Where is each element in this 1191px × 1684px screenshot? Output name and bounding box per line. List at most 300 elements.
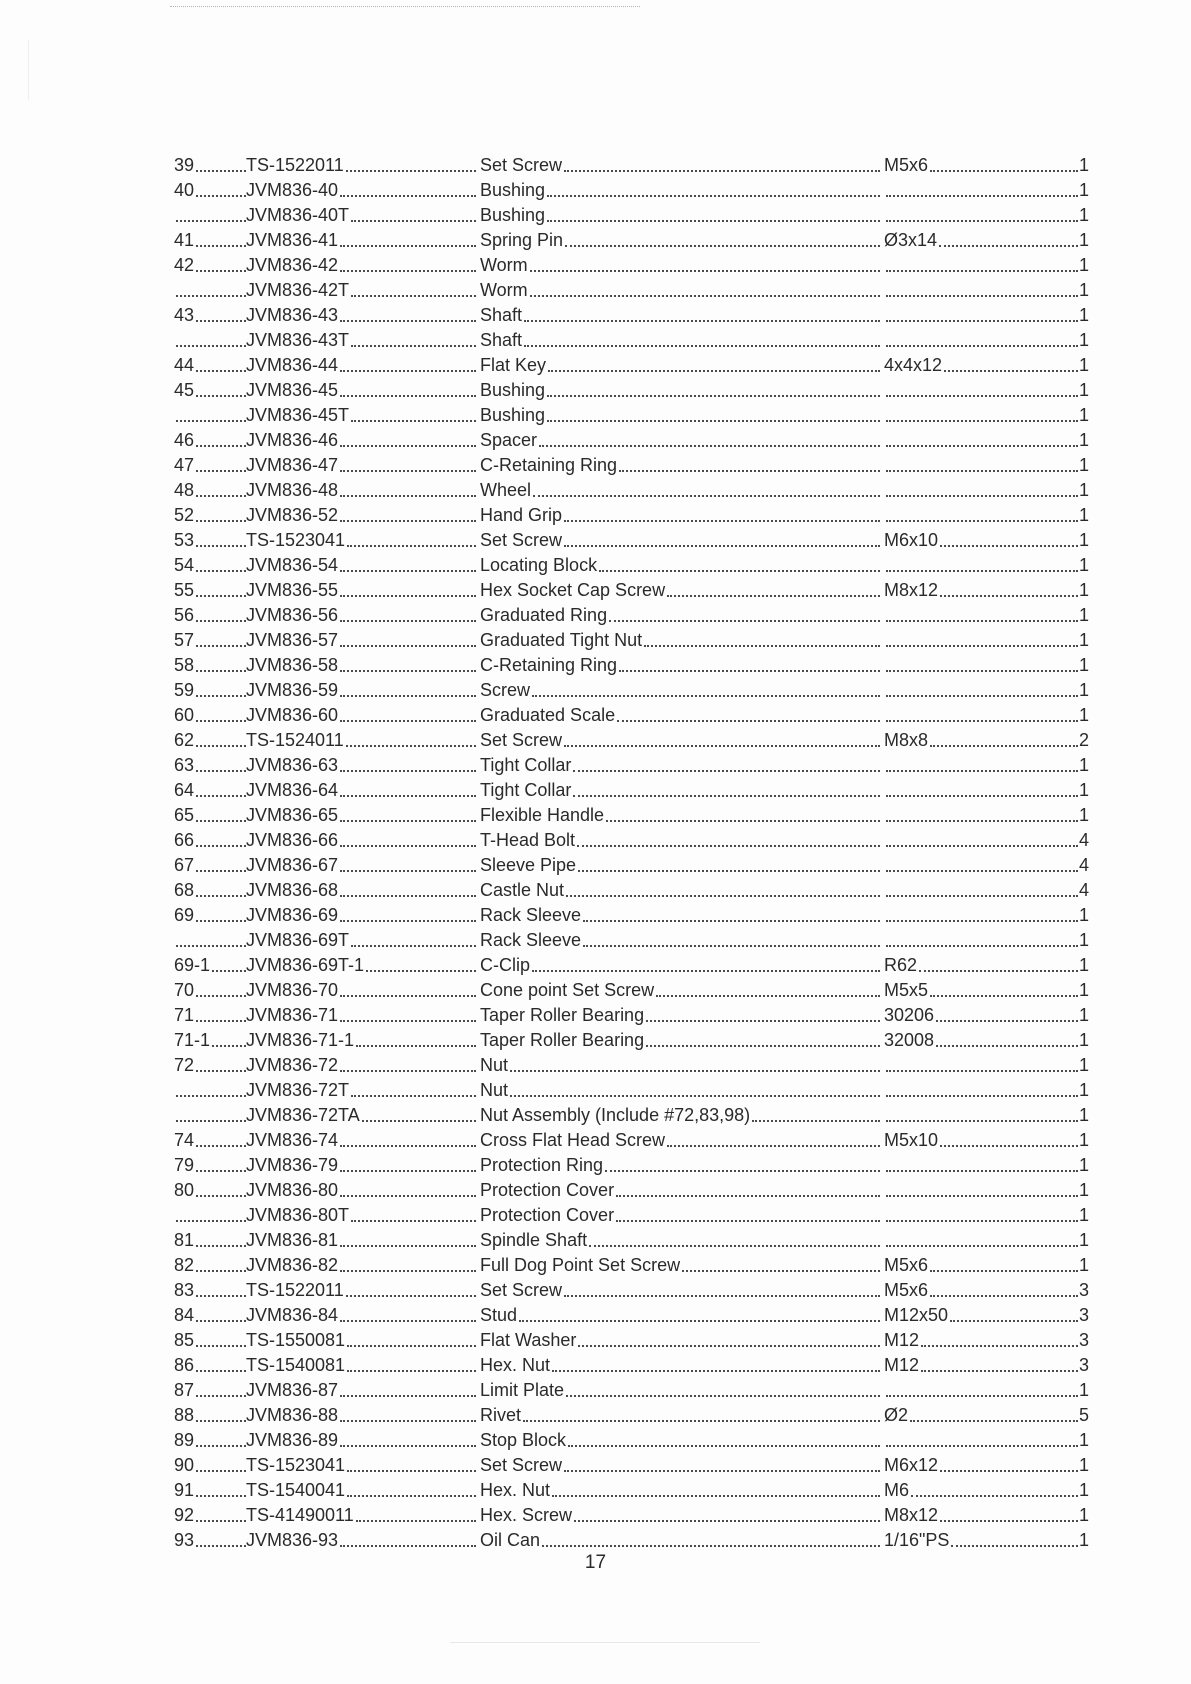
ref-number-text: 39 (174, 155, 195, 175)
part-size-text: M5x5 (884, 980, 929, 1000)
part-size (884, 1378, 1078, 1403)
ref-number (174, 1078, 246, 1103)
part-description (480, 528, 880, 553)
part-quantity (1078, 1353, 1090, 1378)
ref-number-text: 47 (174, 455, 195, 475)
part-description-text: Wheel (480, 480, 532, 500)
dot-leader (583, 920, 880, 922)
part-size (884, 1503, 1078, 1528)
part-row (174, 328, 1089, 353)
part-number (246, 403, 476, 428)
dot-leader (886, 520, 1078, 522)
part-number (246, 328, 476, 353)
part-number (246, 853, 476, 878)
dot-leader (196, 1520, 246, 1522)
part-quantity-text: 1 (1078, 955, 1089, 975)
part-description (480, 953, 880, 978)
dot-leader (176, 1220, 246, 1222)
part-number-text: JVM836-69 (246, 905, 339, 925)
part-number (246, 1528, 476, 1553)
part-row (174, 953, 1089, 978)
ref-number-text: 84 (174, 1305, 195, 1325)
part-number-text: JVM836-52 (246, 505, 339, 525)
dot-leader (523, 1420, 880, 1422)
dot-leader (340, 595, 476, 597)
ref-number (174, 303, 246, 328)
part-size (884, 478, 1078, 503)
part-description (480, 278, 880, 303)
dot-leader (605, 1170, 880, 1172)
ref-number-text: 45 (174, 380, 195, 400)
part-row (174, 928, 1089, 953)
part-size (884, 728, 1078, 753)
dot-leader (519, 1320, 880, 1322)
dot-leader (196, 1170, 246, 1172)
part-row (174, 1303, 1089, 1328)
ref-number (174, 1378, 246, 1403)
part-row (174, 453, 1089, 478)
dot-leader (533, 495, 880, 497)
dot-leader (886, 195, 1078, 197)
part-description-text: Stud (480, 1305, 518, 1325)
part-size (884, 178, 1078, 203)
part-number-text: JVM836-41 (246, 230, 339, 250)
dot-leader (547, 220, 880, 222)
part-row (174, 878, 1089, 903)
part-quantity-text: 1 (1078, 355, 1089, 375)
dot-leader (547, 195, 880, 197)
part-row (174, 1353, 1089, 1378)
part-row (174, 603, 1089, 628)
dot-leader (565, 245, 880, 247)
dot-leader (340, 445, 476, 447)
part-size (884, 203, 1078, 228)
ref-number (174, 1328, 246, 1353)
dot-leader (340, 995, 476, 997)
part-number (246, 1353, 476, 1378)
dot-leader (609, 620, 880, 622)
dot-leader (340, 1245, 476, 1247)
dot-leader (196, 1345, 246, 1347)
ref-number (174, 1103, 246, 1128)
ref-number-text: 59 (174, 680, 195, 700)
dot-leader (532, 695, 880, 697)
dot-leader (196, 1370, 246, 1372)
part-quantity-text: 1 (1078, 630, 1089, 650)
part-number (246, 428, 476, 453)
dot-leader (667, 1145, 880, 1147)
ref-number (174, 728, 246, 753)
dot-leader (644, 645, 880, 647)
part-description (480, 653, 880, 678)
dot-leader (682, 1270, 880, 1272)
dot-leader (944, 370, 1078, 372)
part-description (480, 1078, 880, 1103)
part-description (480, 1453, 880, 1478)
part-description-text: Set Screw (480, 1455, 563, 1475)
ref-number-text: 46 (174, 430, 195, 450)
part-quantity (1078, 528, 1090, 553)
dot-leader (340, 520, 476, 522)
dot-leader (564, 1295, 880, 1297)
part-description-text: Set Screw (480, 730, 563, 750)
part-size (884, 1128, 1078, 1153)
part-description (480, 378, 880, 403)
part-quantity-text: 4 (1078, 830, 1089, 850)
dot-leader (646, 1045, 880, 1047)
part-row (174, 253, 1089, 278)
part-quantity (1078, 1453, 1090, 1478)
dot-leader (886, 1170, 1078, 1172)
part-quantity (1078, 553, 1090, 578)
part-row (174, 1478, 1089, 1503)
part-number (246, 903, 476, 928)
dot-leader (547, 420, 880, 422)
dot-leader (196, 620, 246, 622)
dot-leader (940, 1470, 1078, 1472)
dot-leader (366, 970, 476, 972)
dot-leader (667, 595, 880, 597)
dot-leader (346, 170, 476, 172)
dot-leader (340, 1270, 476, 1272)
part-number-text: JVM836-81 (246, 1230, 339, 1250)
part-quantity (1078, 1128, 1090, 1153)
part-size-text: 30206 (884, 1005, 935, 1025)
part-size (884, 1403, 1078, 1428)
dot-leader (886, 1070, 1078, 1072)
dot-leader (196, 570, 246, 572)
part-row (174, 1128, 1089, 1153)
ref-number (174, 528, 246, 553)
dot-leader (936, 1020, 1078, 1022)
part-description (480, 553, 880, 578)
part-number (246, 1153, 476, 1178)
part-description (480, 1253, 880, 1278)
ref-number-text: 63 (174, 755, 195, 775)
part-description (480, 578, 880, 603)
dot-leader (196, 770, 246, 772)
dot-leader (351, 1095, 476, 1097)
part-number (246, 978, 476, 1003)
part-row (174, 1153, 1089, 1178)
ref-number-text: 57 (174, 630, 195, 650)
part-quantity (1078, 628, 1090, 653)
ref-number (174, 328, 246, 353)
part-size (884, 528, 1078, 553)
part-quantity (1078, 778, 1090, 803)
dot-leader (347, 1370, 476, 1372)
dot-leader (616, 1195, 880, 1197)
part-number-text: JVM836-48 (246, 480, 339, 500)
dot-leader (530, 295, 880, 297)
dot-leader (196, 745, 246, 747)
part-number-text: TS-1540081 (246, 1355, 346, 1375)
dot-leader (646, 1020, 880, 1022)
part-number-text: JVM836-43T (246, 330, 350, 350)
part-row (174, 203, 1089, 228)
dot-leader (340, 795, 476, 797)
part-quantity (1078, 478, 1090, 503)
part-size (884, 578, 1078, 603)
part-quantity-text: 1 (1078, 1155, 1089, 1175)
part-description (480, 928, 880, 953)
dot-leader (566, 895, 880, 897)
part-description-text: Stop Block (480, 1430, 567, 1450)
part-description-text: Oil Can (480, 1530, 541, 1550)
dot-leader (568, 1445, 880, 1447)
ref-number-text: 82 (174, 1255, 195, 1275)
part-row (174, 353, 1089, 378)
dot-leader (196, 920, 246, 922)
part-quantity-text: 1 (1078, 1430, 1089, 1450)
dot-leader (656, 995, 880, 997)
ref-number (174, 703, 246, 728)
part-number (246, 778, 476, 803)
ref-number-text: 58 (174, 655, 195, 675)
part-size (884, 853, 1078, 878)
dot-leader (936, 1045, 1078, 1047)
part-description (480, 803, 880, 828)
part-quantity-text: 1 (1078, 230, 1089, 250)
ref-number (174, 1278, 246, 1303)
part-quantity-text: 1 (1078, 480, 1089, 500)
part-number (246, 628, 476, 653)
part-number-text: JVM836-45 (246, 380, 339, 400)
part-size-text: 32008 (884, 1030, 935, 1050)
part-size (884, 428, 1078, 453)
part-description (480, 403, 880, 428)
part-size (884, 303, 1078, 328)
part-number (246, 303, 476, 328)
ref-number (174, 353, 246, 378)
part-description-text: Protection Cover (480, 1180, 615, 1200)
dot-leader (886, 1395, 1078, 1397)
part-size (884, 753, 1078, 778)
dot-leader (340, 495, 476, 497)
ref-number (174, 1203, 246, 1228)
dot-leader (886, 345, 1078, 347)
part-number-text: JVM836-87 (246, 1380, 339, 1400)
part-quantity-text: 1 (1078, 1105, 1089, 1125)
ref-number (174, 178, 246, 203)
dot-leader (921, 1345, 1078, 1347)
part-row (174, 1178, 1089, 1203)
part-description (480, 853, 880, 878)
dot-leader (886, 320, 1078, 322)
dot-leader (196, 245, 246, 247)
dot-leader (930, 1295, 1078, 1297)
part-description (480, 478, 880, 503)
part-description-text: Graduated Ring (480, 605, 608, 625)
part-quantity (1078, 1478, 1090, 1503)
part-number (246, 653, 476, 678)
part-description-text: C-Retaining Ring (480, 455, 618, 475)
ref-number-text: 72 (174, 1055, 195, 1075)
part-size-text: M6x12 (884, 1455, 939, 1475)
part-quantity-text: 1 (1078, 555, 1089, 575)
part-row (174, 428, 1089, 453)
part-number (246, 728, 476, 753)
part-quantity-text: 1 (1078, 330, 1089, 350)
part-quantity-text: 2 (1078, 730, 1089, 750)
dot-leader (619, 670, 880, 672)
part-description (480, 153, 880, 178)
ref-number-text: 69 (174, 905, 195, 925)
part-number-text: JVM836-68 (246, 880, 339, 900)
ref-number (174, 1153, 246, 1178)
part-number (246, 1328, 476, 1353)
dot-leader (564, 170, 880, 172)
ref-number-text: 88 (174, 1405, 195, 1425)
dot-leader (921, 1370, 1078, 1372)
dot-leader (564, 1470, 880, 1472)
part-description (480, 203, 880, 228)
part-number (246, 528, 476, 553)
dot-leader (340, 670, 476, 672)
part-quantity (1078, 178, 1090, 203)
part-quantity (1078, 253, 1090, 278)
dot-leader (340, 720, 476, 722)
part-number-text: JVM836-66 (246, 830, 339, 850)
ref-number (174, 1053, 246, 1078)
dot-leader (356, 1045, 476, 1047)
part-size (884, 653, 1078, 678)
part-number-text: JVM836-57 (246, 630, 339, 650)
part-description-text: Hex Socket Cap Screw (480, 580, 666, 600)
ref-number (174, 253, 246, 278)
part-description-text: Bushing (480, 405, 546, 425)
dot-leader (542, 1545, 880, 1547)
dot-leader (919, 970, 1078, 972)
part-description-text: Set Screw (480, 530, 563, 550)
ref-number (174, 753, 246, 778)
dot-leader (196, 1020, 246, 1022)
dot-leader (196, 670, 246, 672)
dot-leader (940, 1145, 1078, 1147)
part-quantity (1078, 353, 1090, 378)
dot-leader (196, 170, 246, 172)
part-row (174, 828, 1089, 853)
dot-leader (196, 370, 246, 372)
part-size-text: M8x8 (884, 730, 929, 750)
part-size (884, 1353, 1078, 1378)
part-row (174, 1428, 1089, 1453)
part-row (174, 978, 1089, 1003)
part-quantity-text: 1 (1078, 1130, 1089, 1150)
part-row (174, 678, 1089, 703)
dot-leader (340, 820, 476, 822)
dot-leader (886, 570, 1078, 572)
dot-leader (196, 1445, 246, 1447)
part-description-text: Spindle Shaft (480, 1230, 588, 1250)
part-description-text: Tight Collar (480, 780, 572, 800)
part-description-text: Cross Flat Head Screw (480, 1130, 666, 1150)
part-description (480, 1403, 880, 1428)
part-row (174, 1453, 1089, 1478)
dot-leader (510, 1070, 880, 1072)
part-description-text: Hex. Nut (480, 1480, 551, 1500)
part-quantity-text: 3 (1078, 1330, 1089, 1350)
ref-number-text: 53 (174, 530, 195, 550)
ref-number-text: 93 (174, 1530, 195, 1550)
part-description-text: Graduated Scale (480, 705, 616, 725)
part-number-text: JVM836-67 (246, 855, 339, 875)
dot-leader (939, 245, 1078, 247)
part-row (174, 303, 1089, 328)
part-description-text: Worm (480, 280, 528, 300)
ref-number (174, 853, 246, 878)
part-row (174, 378, 1089, 403)
dot-leader (196, 545, 246, 547)
part-size-text: M6 (884, 1480, 910, 1500)
part-quantity (1078, 753, 1090, 778)
scan-artifact-top (170, 6, 640, 7)
dot-leader (886, 620, 1078, 622)
part-description (480, 1103, 880, 1128)
dot-leader (340, 920, 476, 922)
part-description (480, 1153, 880, 1178)
part-quantity (1078, 453, 1090, 478)
dot-leader (196, 995, 246, 997)
dot-leader (930, 995, 1078, 997)
part-size-text: Ø3x14 (884, 230, 938, 250)
part-description (480, 228, 880, 253)
part-size (884, 1153, 1078, 1178)
part-number (246, 1478, 476, 1503)
ref-number (174, 278, 246, 303)
part-size (884, 778, 1078, 803)
ref-number (174, 1028, 246, 1053)
part-number-text: JVM836-42 (246, 255, 339, 275)
part-number (246, 1203, 476, 1228)
part-quantity (1078, 278, 1090, 303)
part-size (884, 228, 1078, 253)
part-size-text: M12 (884, 1330, 920, 1350)
part-description (480, 328, 880, 353)
part-number-text: JVM836-44 (246, 355, 339, 375)
part-description (480, 1228, 880, 1253)
part-quantity (1078, 1003, 1090, 1028)
part-description (480, 753, 880, 778)
part-row (174, 503, 1089, 528)
part-number-text: JVM836-40 (246, 180, 339, 200)
part-description (480, 1128, 880, 1153)
part-size (884, 503, 1078, 528)
dot-leader (340, 1395, 476, 1397)
part-size-text: M8x12 (884, 580, 939, 600)
part-number (246, 1453, 476, 1478)
part-number (246, 453, 476, 478)
part-description-text: Taper Roller Bearing (480, 1005, 645, 1025)
ref-number-text: 56 (174, 605, 195, 625)
part-description (480, 1328, 880, 1353)
part-description (480, 453, 880, 478)
dot-leader (340, 895, 476, 897)
part-size (884, 1253, 1078, 1278)
part-size (884, 378, 1078, 403)
ref-number-text: 85 (174, 1330, 195, 1350)
part-description (480, 778, 880, 803)
dot-leader (176, 295, 246, 297)
ref-number-text: 54 (174, 555, 195, 575)
ref-number (174, 928, 246, 953)
dot-leader (619, 470, 880, 472)
dot-leader (362, 1120, 476, 1122)
part-description-text: Flat Key (480, 355, 547, 375)
parts-list (174, 153, 1089, 1553)
part-row (174, 278, 1089, 303)
dot-leader (347, 1495, 476, 1497)
